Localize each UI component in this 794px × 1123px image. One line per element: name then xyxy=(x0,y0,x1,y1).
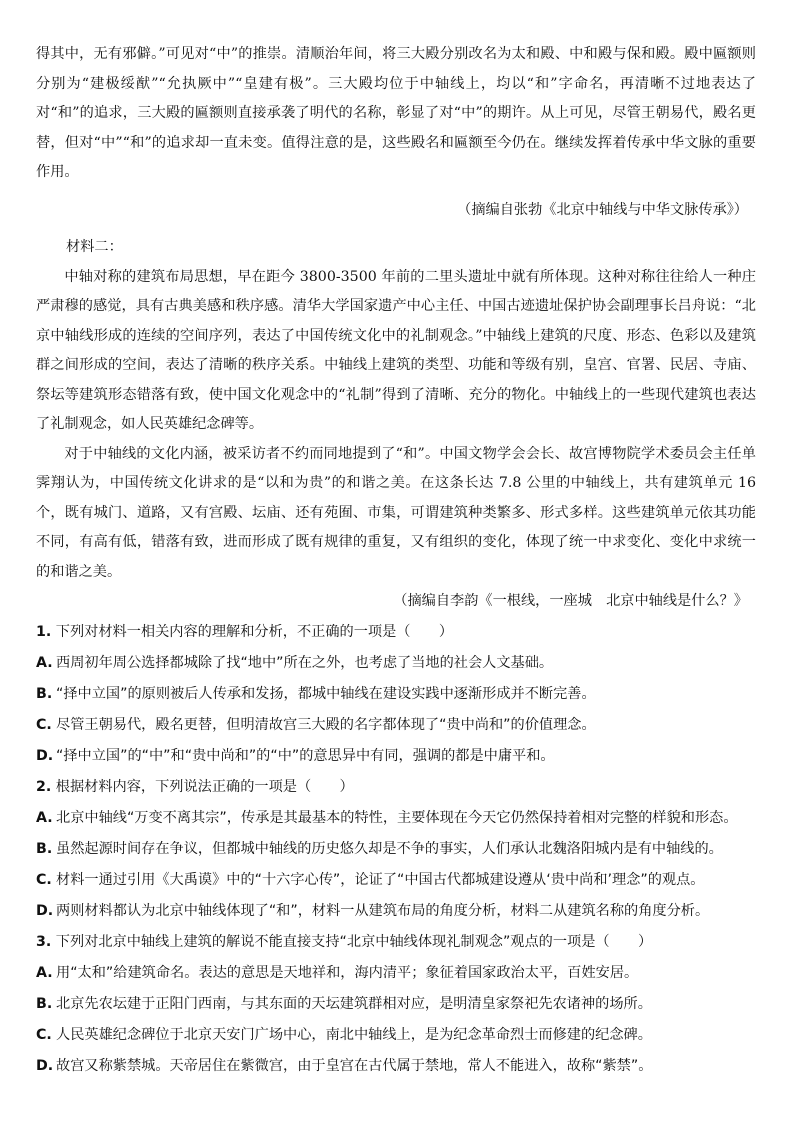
question-number: 1. xyxy=(36,623,52,640)
option-a[interactable] xyxy=(36,648,756,679)
question-stem xyxy=(36,617,756,648)
question-stem xyxy=(36,927,756,958)
option-text: 人民英雄纪念碑位于北京天安门广场中心，南北中轴线上，是为纪念革命烈士而修建的纪念碑。 xyxy=(56,1026,652,1043)
option-text: 故宫又称紫禁城。天帝居住在紫微宫，由于皇宫在古代属于禁地，常人不能进入，故称“紫禁”。 xyxy=(56,1057,653,1074)
option-text: “择中立国”的原则被后人传承和发扬，都城中轴线在建设实践中逐渐形成并不断完善。 xyxy=(56,685,596,702)
option-text: 两则材料都认为北京中轴线体现了“和”，材料一从建筑布局的角度分析，材料二从建筑名称的角度分析。 xyxy=(56,902,710,919)
option-letter: B. xyxy=(36,685,53,702)
questions-section xyxy=(36,617,756,1082)
option-text: 北京先农坛建于正阳门西南，与其东面的天坛建筑群相对应，是明清皇家祭祀先农诸神的场所。 xyxy=(56,995,652,1012)
material2-paragraph-2: 对于中轴线的文化内涵，被采访者不约而同地提到了“和”。中国文物学会会长、故宫博物院学术委员会主任单霁翔认为，中国传统文化讲求的是“以和为贵”的和谐之美。在这条长达 7.8 公里的中轴线上，共有建筑单元 16 个，既有城门、道路，又有宫殿、坛庙、还有苑囿、市集，可谓建筑种类繁多、形式多样。这些建筑单元依其功能不同，有高有低，错落有致，进而形成了既有规律的重复，又有组织的变化，体现了统一中求变化、变化中求统一的和谐之美。 xyxy=(36,445,756,580)
option-letter: D. xyxy=(36,747,54,764)
option-text: 材料一通过引用《大禹谟》中的“十六字心传”，论证了“中国古代都城建设遵从‘贵中尚和’理念”的观点。 xyxy=(56,871,705,888)
option-a[interactable] xyxy=(36,803,756,834)
question-2 xyxy=(36,772,756,927)
document-page xyxy=(36,40,756,1082)
question-text: 下列对北京中轴线上建筑的解说不能直接支持“北京中轴线体现礼制观念”观点的一项是（ ） xyxy=(55,933,653,950)
option-text: 虽然起源时间存在争议，但都城中轴线的历史悠久却是不争的事实，人们承认北魏洛阳城内是有中轴线的。 xyxy=(56,840,723,857)
material2-source: （摘编自李韵《一根线，一座城 北京中轴线是什么？》 xyxy=(393,593,748,609)
option-text: 用“太和”给建筑命名。表达的意思是天地祥和，海内清平；象征着国家政治太平，百姓安居。 xyxy=(56,964,639,981)
option-letter: A. xyxy=(36,654,53,671)
option-d[interactable] xyxy=(36,741,756,772)
material1-source: （摘编自张勃《北京中轴线与中华文脉传承》） xyxy=(457,201,748,218)
question-number: 2. xyxy=(36,778,52,795)
option-text: 西周初年周公选择都城除了找“地中”所在之外，也考虑了当地的社会人文基础。 xyxy=(56,654,554,671)
question-1 xyxy=(36,617,756,772)
option-letter: A. xyxy=(36,809,53,826)
option-text: 尽管王朝易代，殿名更替，但明清故宫三大殿的名字都体现了“贵中尚和”的价值理念。 xyxy=(56,716,596,733)
question-number: 3. xyxy=(36,933,52,950)
option-letter: A. xyxy=(36,964,53,981)
option-d[interactable] xyxy=(36,896,756,927)
option-letter: D. xyxy=(36,902,54,919)
material1-tail-paragraph: 得其中，无有邪僻。”可见对“中”的推崇。清顺治年间，将三大殿分别改名为太和殿、中和殿与保和殿。殿中匾额则分别为“建极绥猷”“允执厥中”“皇建有极”。三大殿均位于中轴线上，均以“和”字命名，再清晰不过地表达了对“和”的追求，三大殿的匾额则直接承袭了明代的名称，彰显了对“中”的期许。从上可见，尽管王朝易代，殿名更替，但对“中”“和”的追求却一直未变。值得注意的是，这些殿名和匾额至今仍在。继续发挥着传承中华文脉的重要作用。 xyxy=(36,46,756,180)
option-c[interactable] xyxy=(36,865,756,896)
option-c[interactable] xyxy=(36,710,756,741)
question-stem xyxy=(36,772,756,803)
material2-paragraph-1: 中轴对称的建筑布局思想，早在距今 3800-3500 年前的二里头遗址中就有所体现。这种对称往往给人一种庄严肃穆的感觉，具有古典美感和秩序感。清华大学国家遗产中心主任、中国古迹遗址保护协会副理事长吕舟说：“北京中轴线形成的连续的空间序列，表达了中国传统文化中的礼制观念。”中轴线上建筑的尺度、形态、色彩以及建筑群之间形成的空间，表达了清晰的秩序关系。中轴线上建筑的类型、功能和等级有别，皇宫、官署、民居、寺庙、祭坛等建筑形态错落有致，使中国文化观念中的“礼制”得到了清晰、充分的物化。中轴线上的一些现代建筑也表达了礼制观念，如人民英雄纪念碑等。 xyxy=(36,268,756,432)
option-text: “择中立国”的“中”和“贵中尚和”的“中”的意思异中有同，强调的都是中庸平和。 xyxy=(56,747,555,764)
material2-label: 材料二： xyxy=(66,239,123,255)
option-text: 北京中轴线“万变不离其宗”，传承是其最基本的特性，主要体现在今天它仍然保持着相对完整的样貌和形态。 xyxy=(56,809,738,826)
option-d[interactable] xyxy=(36,1051,756,1082)
option-a[interactable] xyxy=(36,958,756,989)
option-c[interactable] xyxy=(36,1020,756,1051)
question-text: 根据材料内容，下列说法正确的一项是（ ） xyxy=(55,778,354,795)
question-3 xyxy=(36,927,756,1082)
option-b[interactable] xyxy=(36,679,756,710)
option-letter: C. xyxy=(36,871,52,888)
option-letter: D. xyxy=(36,1057,54,1074)
option-letter: B. xyxy=(36,840,53,857)
option-letter: B. xyxy=(36,995,53,1012)
option-letter: C. xyxy=(36,1026,52,1043)
question-text: 下列对材料一相关内容的理解和分析，不正确的一项是（ ） xyxy=(55,623,454,640)
option-letter: C. xyxy=(36,716,52,733)
option-b[interactable] xyxy=(36,989,756,1020)
option-b[interactable] xyxy=(36,834,756,865)
